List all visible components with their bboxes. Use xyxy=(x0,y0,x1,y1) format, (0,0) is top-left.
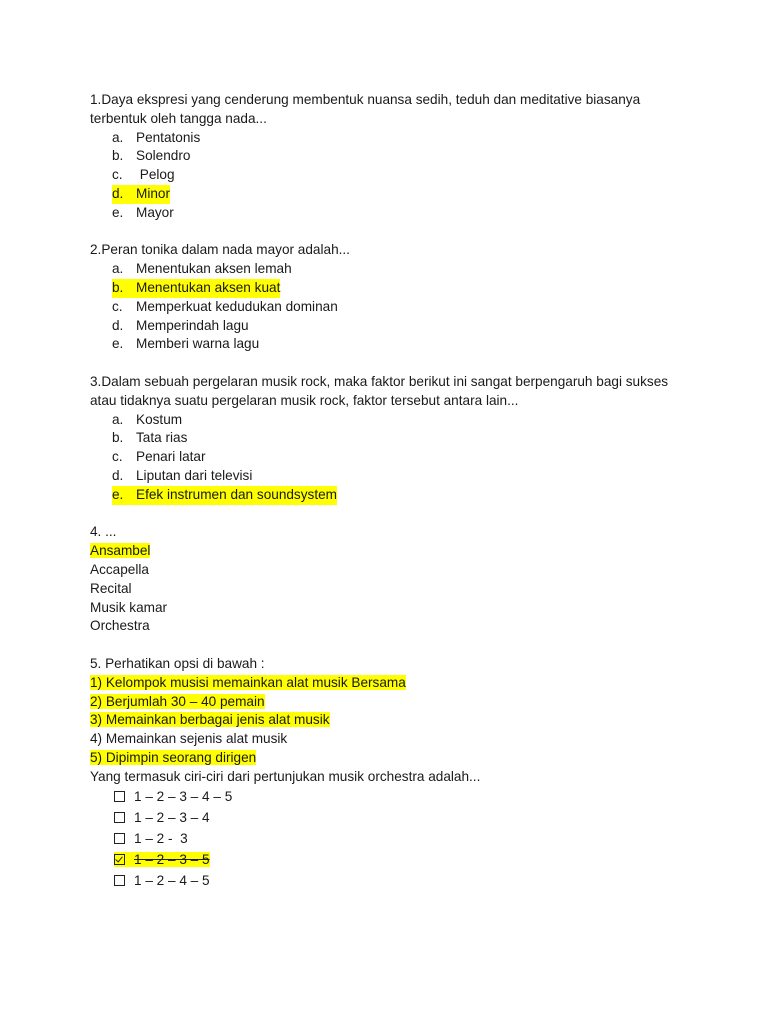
q1-option-a xyxy=(90,129,690,148)
option-text: Pentatonis xyxy=(136,129,201,145)
option-letter: e. xyxy=(112,486,124,502)
q3-option-e-answer xyxy=(90,486,690,505)
answer-highlight: 3) Memainkan berbagai jenis alat musik xyxy=(90,712,330,728)
option-letter: d. xyxy=(112,185,124,201)
option-text: Minor xyxy=(136,185,170,201)
q5-statement-4: 4) Memainkan sejenis alat musik xyxy=(90,731,288,747)
choice-text: 1 – 2 – 3 – 4 xyxy=(134,810,210,826)
q5-statement-1 xyxy=(90,674,690,693)
option-letter: d. xyxy=(112,317,124,333)
question-2-text: 2.Peran tonika dalam nada mayor adalah... xyxy=(90,242,350,258)
choice-text: 1 – 2 – 4 – 5 xyxy=(134,873,210,889)
option-letter: a. xyxy=(112,411,124,427)
q5-choice-2[interactable] xyxy=(90,807,690,828)
q1-option-d-answer xyxy=(90,185,690,204)
option-text: Tata rias xyxy=(136,430,188,446)
checkbox-icon[interactable] xyxy=(114,791,125,802)
option-text: Kostum xyxy=(136,411,183,427)
q3-option-b xyxy=(90,429,690,448)
q3-option-c xyxy=(90,448,690,467)
question-3-text: 3.Dalam sebuah pergelaran musik rock, maka faktor berikut ini sangat berpengaruh bagi sukses atau tidaknya suatu pergelaran musik rock, faktor tersebut antara lain... xyxy=(90,373,669,408)
option-letter: e. xyxy=(112,204,124,220)
q5-choice-4-answer[interactable] xyxy=(90,849,690,870)
q5-statement-2 xyxy=(90,693,690,712)
answer-highlight: 2) Berjumlah 30 – 40 pemain xyxy=(90,693,265,709)
q4-option: Recital xyxy=(90,580,132,596)
option-text: Pelog xyxy=(136,167,175,183)
q5-prompt: Yang termasuk ciri-ciri dari pertunjukan musik orchestra adalah... xyxy=(90,768,481,784)
option-text: Memberi warna lagu xyxy=(136,336,260,352)
q1-option-c xyxy=(90,166,690,185)
option-letter: b. xyxy=(112,148,124,164)
question-1-text: 1.Daya ekspresi yang cenderung membentuk nuansa sedih, teduh dan meditative biasanya terbentuk oleh tangga nada... xyxy=(90,92,641,126)
option-text: Efek instrumen dan soundsystem xyxy=(136,486,337,502)
q2-option-b-answer xyxy=(90,279,690,298)
option-text: Penari latar xyxy=(136,449,206,465)
q5-statement-5 xyxy=(90,749,690,768)
choice-text: 1 – 2 – 3 – 4 – 5 xyxy=(134,789,233,805)
answer-highlight: 1) Kelompok musisi memainkan alat musik Bersama xyxy=(90,674,406,690)
answer-highlight xyxy=(112,486,337,505)
checkbox-icon[interactable] xyxy=(114,833,125,844)
option-letter: c. xyxy=(112,298,123,314)
q4-option-answer xyxy=(90,542,690,561)
answer-highlight xyxy=(114,852,210,867)
option-text: Menentukan aksen lemah xyxy=(136,261,292,277)
option-letter: c. xyxy=(112,449,123,465)
q5-choice-3[interactable] xyxy=(90,828,690,849)
option-text: Menentukan aksen kuat xyxy=(136,279,281,295)
q2-option-c xyxy=(90,298,690,317)
option-text: Mayor xyxy=(136,204,174,220)
q3-option-a xyxy=(90,411,690,430)
question-4-text: 4. ... xyxy=(90,524,117,540)
q4-option: Musik kamar xyxy=(90,599,168,615)
option-letter: a. xyxy=(112,129,124,145)
q2-option-d xyxy=(90,317,690,336)
option-text: Memperkuat kedudukan dominan xyxy=(136,298,338,314)
q5-choice-5[interactable] xyxy=(90,870,690,891)
checked-checkbox-icon[interactable] xyxy=(114,854,125,865)
answer-highlight: 5) Dipimpin seorang dirigen xyxy=(90,749,257,765)
q3-option-d xyxy=(90,467,690,486)
option-text: Liputan dari televisi xyxy=(136,467,253,483)
option-letter: a. xyxy=(112,261,124,277)
question-5-text: 5. Perhatikan opsi di bawah : xyxy=(90,655,265,671)
option-letter: b. xyxy=(112,279,124,295)
option-text: Solendro xyxy=(136,148,191,164)
q1-option-b xyxy=(90,147,690,166)
choice-text: 1 – 2 - 3 xyxy=(134,831,188,847)
option-text: Memperindah lagu xyxy=(136,317,249,333)
checkbox-icon[interactable] xyxy=(114,812,125,823)
answer-highlight: Ansambel xyxy=(90,543,151,559)
option-letter: e. xyxy=(112,336,124,352)
option-letter: c. xyxy=(112,167,123,183)
choice-text: 1 – 2 – 3 – 5 xyxy=(134,852,210,868)
checkbox-icon[interactable] xyxy=(114,875,125,886)
q4-option: Orchestra xyxy=(90,618,150,634)
q5-choice-1[interactable] xyxy=(90,786,690,807)
answer-highlight xyxy=(112,279,280,298)
option-letter: d. xyxy=(112,467,124,483)
q2-option-e xyxy=(90,335,690,354)
q4-option: Accapella xyxy=(90,561,149,577)
document-page xyxy=(90,91,690,891)
q5-statement-3 xyxy=(90,711,690,730)
option-letter: b. xyxy=(112,430,124,446)
q2-option-a xyxy=(90,260,690,279)
q1-option-e xyxy=(90,204,690,223)
answer-highlight xyxy=(112,185,170,204)
